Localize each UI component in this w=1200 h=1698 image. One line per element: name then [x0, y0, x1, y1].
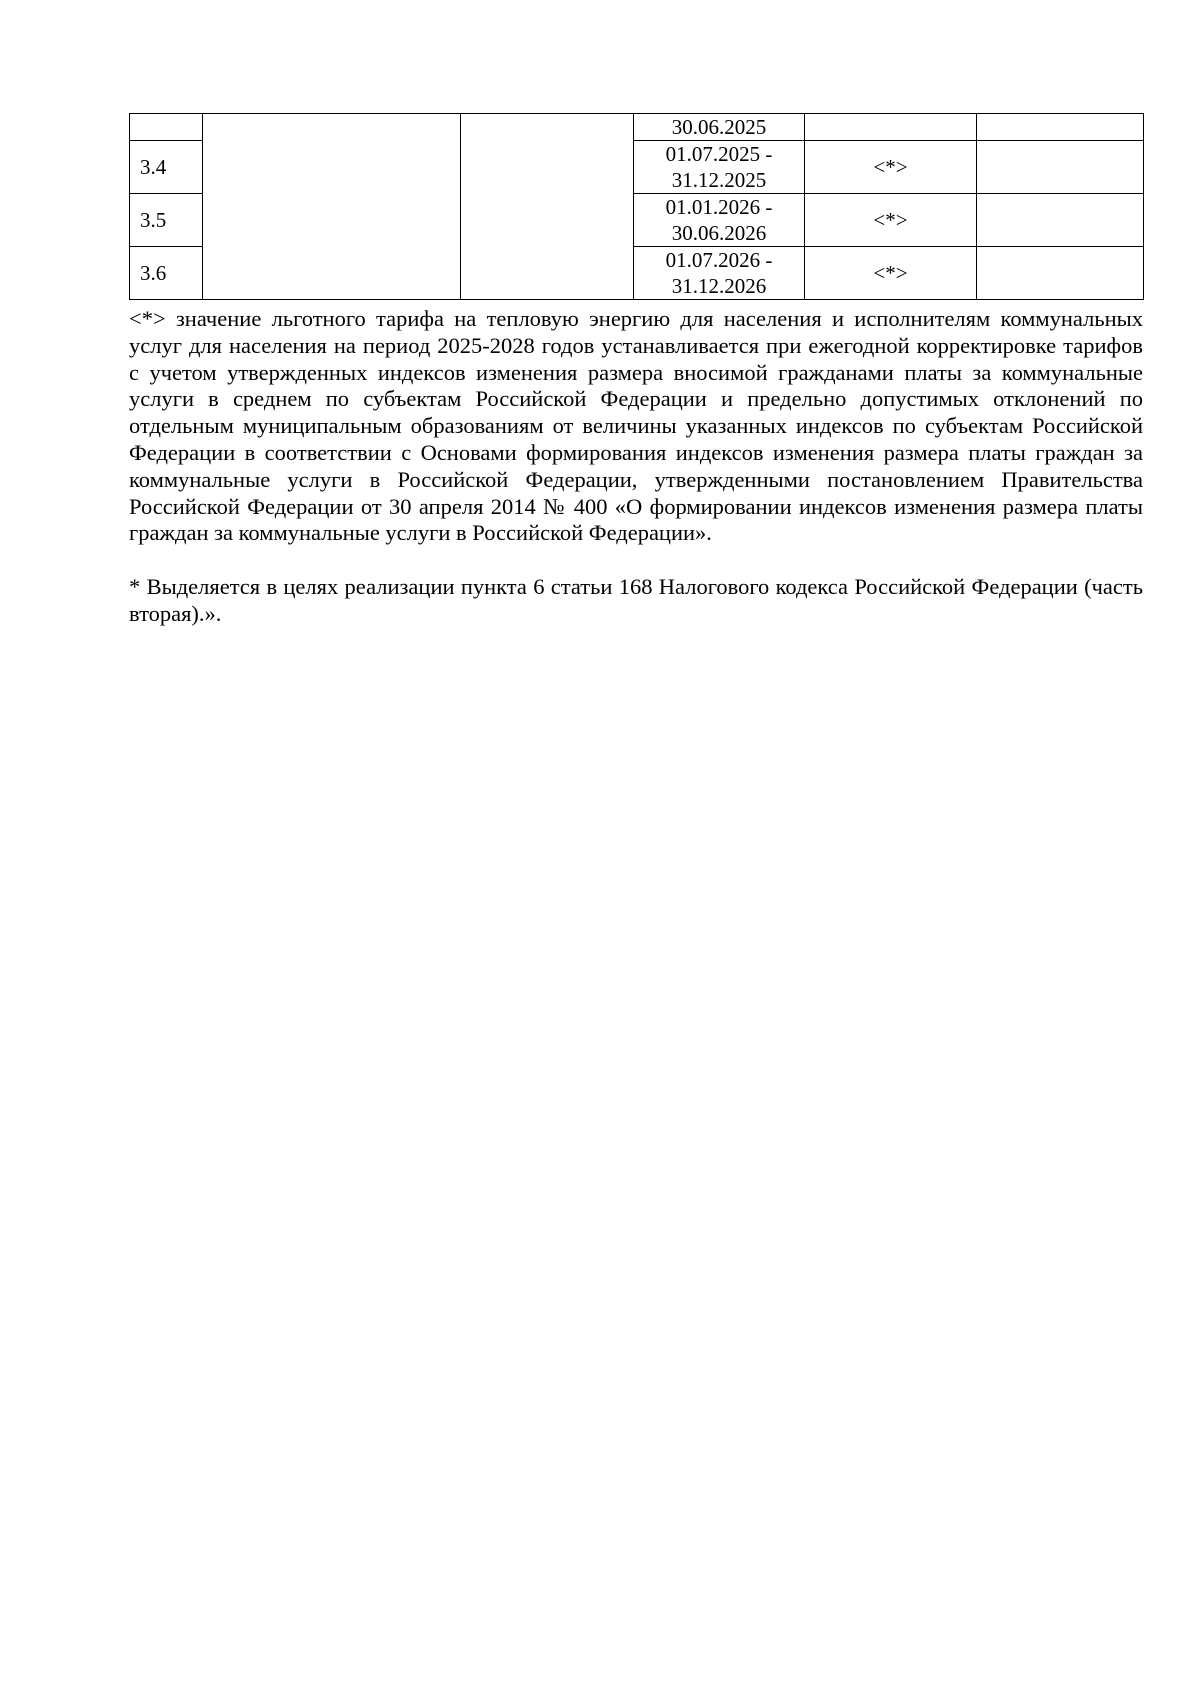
empty-merged-cell: [203, 114, 461, 300]
period-line: 01.01.2026 -: [665, 195, 773, 219]
tariff-value: <*>: [805, 194, 977, 247]
empty-merged-cell: [461, 114, 634, 300]
period-cell: [634, 194, 805, 247]
tariff-value: <*>: [805, 247, 977, 300]
empty-cell: [977, 141, 1144, 194]
period-line: 30.06.2025: [671, 115, 767, 139]
document-page: [129, 113, 1143, 628]
tariff-table: [129, 113, 1144, 300]
table-row: [130, 114, 1144, 141]
empty-cell: [977, 114, 1144, 141]
period-line: 01.07.2026 -: [665, 248, 773, 272]
row-number: [130, 114, 203, 141]
period-cell: [634, 141, 805, 194]
period-line: 01.07.2025 -: [665, 142, 773, 166]
period-line: 31.12.2025: [671, 168, 767, 192]
row-number: 3.5: [130, 194, 203, 247]
footnotes: [129, 306, 1143, 628]
tariff-value: [805, 114, 977, 141]
row-number: 3.4: [130, 141, 203, 194]
empty-cell: [977, 247, 1144, 300]
period-cell: [634, 114, 805, 141]
period-cell: [634, 247, 805, 300]
row-number: 3.6: [130, 247, 203, 300]
empty-cell: [977, 194, 1144, 247]
period-line: 30.06.2026: [671, 221, 767, 245]
tariff-value: <*>: [805, 141, 977, 194]
tax-code-footnote: * Выделяется в целях реализации пункта 6 статьи 168 Налогового кодекса Российской Федерации (часть вторая).».: [129, 574, 1143, 626]
tariff-footnote: <*> значение льготного тарифа на тепловую энергию для населения и исполнителям коммунальных услуг для населения на период 2025-2028 годов устанавливается при ежегодной корректировке тарифов с учетом утвержденных индексов изменения размера вносимой гражданами платы за коммунальные услуги в среднем по субъектам Российской Федерации и предельно допустимых отклонений по отдельным муниципальным образованиям от величины указанных индексов по субъектам Российской Федерации в соответствии с Основами формирования индексов изменения размера платы граждан за коммунальные услуги в Российской Федерации, утвержденными постановлением Правительства Российской Федерации от 30 апреля 2014 № 400 «О формировании индексов изменения размера платы граждан за коммунальные услуги в Российской Федерации».: [129, 306, 1143, 546]
period-line: 31.12.2026: [671, 274, 767, 298]
